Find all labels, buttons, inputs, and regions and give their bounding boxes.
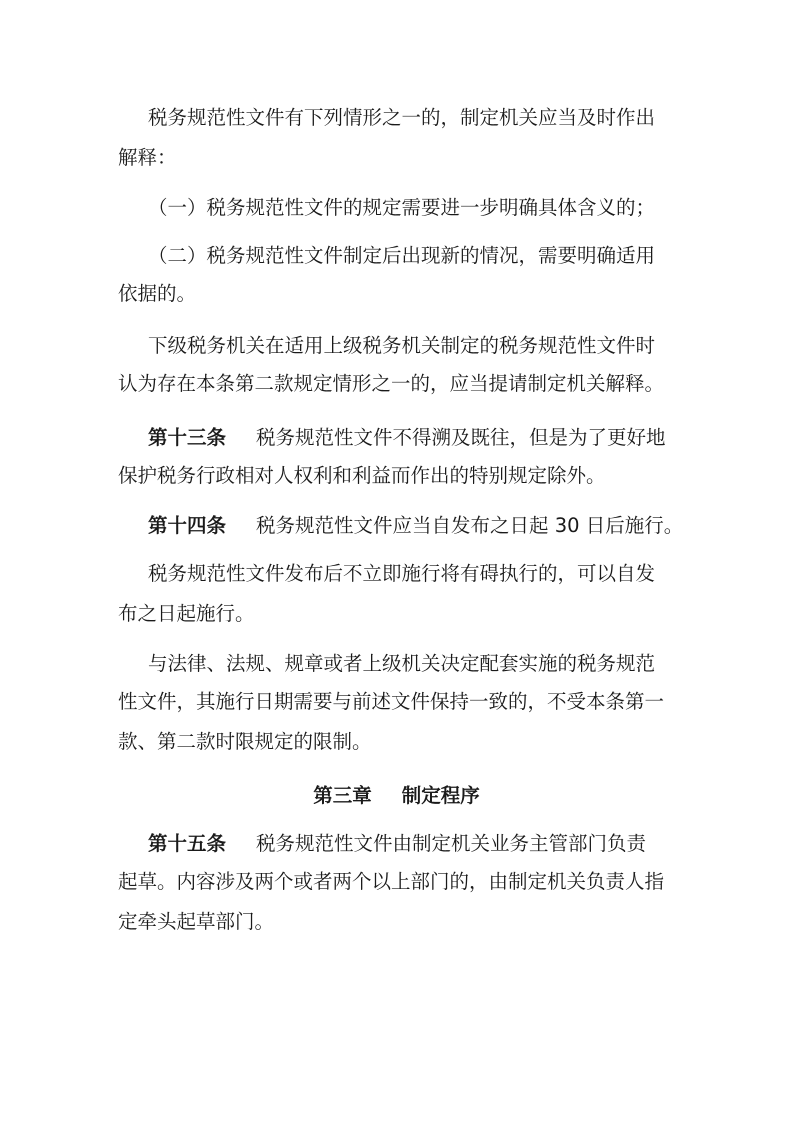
- paragraph-line: 解释：: [118, 146, 177, 169]
- paragraph-line: 起草。内容涉及两个或者两个以上部门的，由制定机关负责人指: [118, 870, 665, 893]
- chapter-number: 第三章: [313, 784, 372, 807]
- paragraph-line: 布之日起施行。: [118, 602, 255, 625]
- article-14-line: [148, 513, 683, 539]
- article-text: 税务规范性文件应当自发布之日起 30 日后施行。: [256, 514, 684, 537]
- article-number: 第十四条: [148, 514, 227, 537]
- paragraph-line: （二）税务规范性文件制定后出现新的情况，需要明确适用: [148, 244, 656, 267]
- article-15-line: [148, 831, 646, 857]
- chapter-title: 制定程序: [401, 784, 480, 807]
- paragraph-line: 下级税务机关在适用上级税务机关制定的税务规范性文件时: [148, 334, 656, 357]
- paragraph-line: 认为存在本条第二款规定情形之一的，应当提请制定机关解释。: [118, 372, 665, 395]
- paragraph-line: 税务规范性文件发布后不立即施行将有碍执行的，可以自发: [148, 562, 656, 585]
- paragraph-line: 定牵头起草部门。: [118, 910, 275, 933]
- article-13-line: [148, 425, 666, 451]
- paragraph-line: 款、第二款时限规定的限制。: [118, 730, 372, 753]
- chapter-heading: [0, 783, 793, 809]
- paragraph-line: 性文件，其施行日期需要与前述文件保持一致的，不受本条第一: [118, 690, 665, 713]
- paragraph-line: 保护税务行政相对人权利和利益而作出的特别规定除外。: [118, 464, 606, 487]
- paragraph-line: 依据的。: [118, 282, 197, 305]
- paragraph-line: 与法律、法规、规章或者上级机关决定配套实施的税务规范: [148, 652, 656, 675]
- paragraph-line: 税务规范性文件有下列情形之一的，制定机关应当及时作出: [148, 106, 656, 129]
- paragraph-line: （一）税务规范性文件的规定需要进一步明确具体含义的；: [148, 196, 656, 219]
- article-text: 税务规范性文件不得溯及既往，但是为了更好地: [256, 426, 666, 449]
- article-number: 第十三条: [148, 426, 227, 449]
- article-text: 税务规范性文件由制定机关业务主管部门负责: [256, 832, 647, 855]
- article-number: 第十五条: [148, 832, 227, 855]
